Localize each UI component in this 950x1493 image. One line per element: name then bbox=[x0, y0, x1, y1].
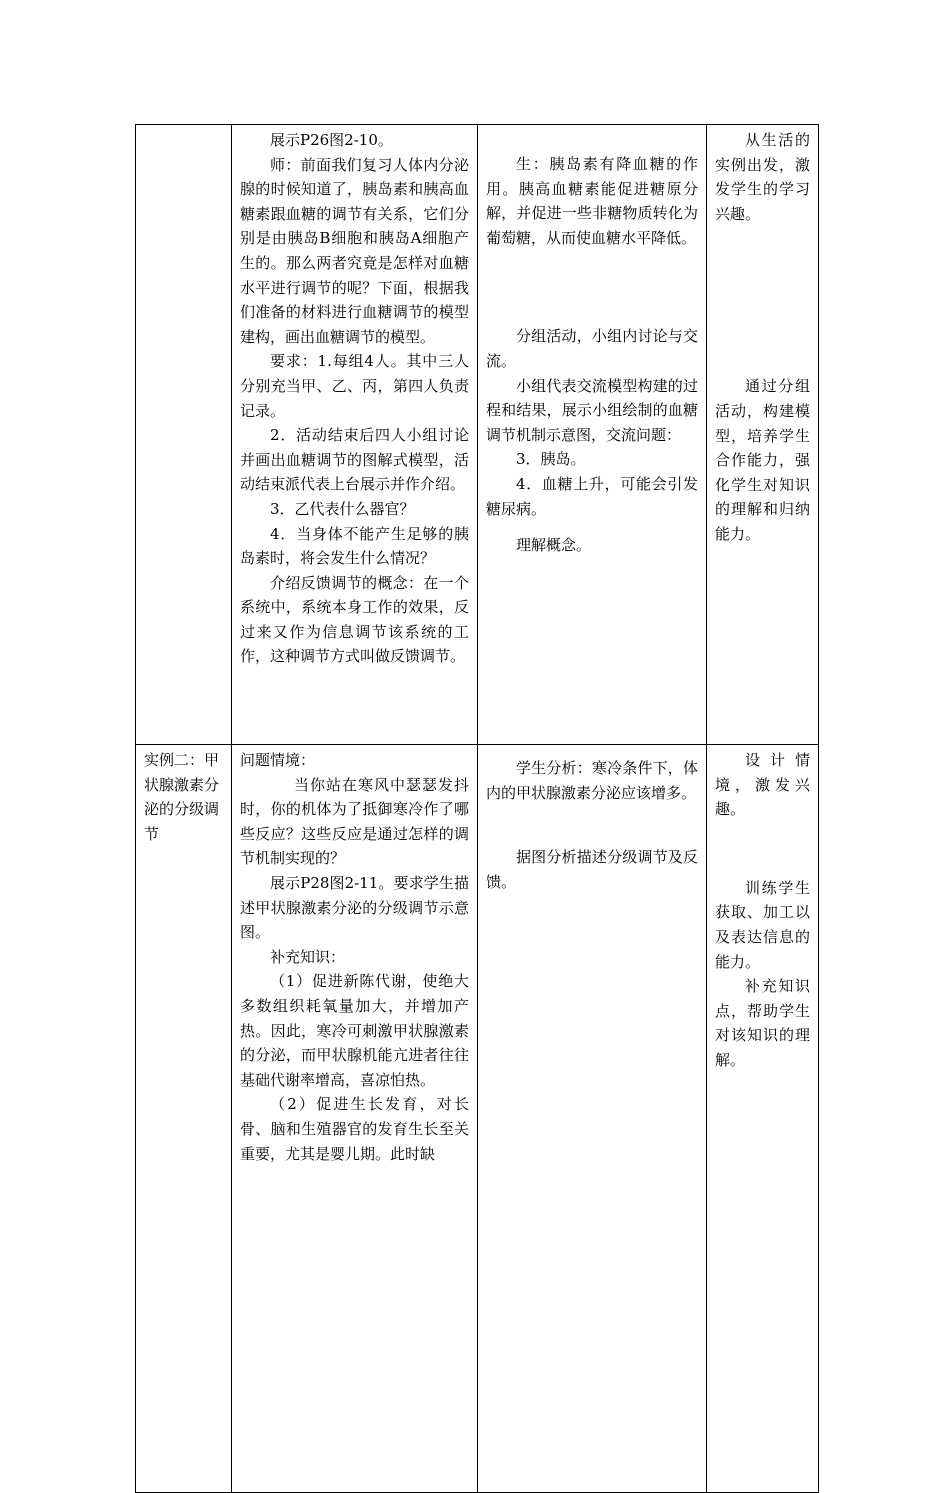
paragraph: 3．乙代表什么器官？ bbox=[270, 499, 415, 518]
paragraph: 展示P26图2-10。 bbox=[270, 131, 393, 149]
table-row bbox=[136, 745, 819, 1493]
teacher-activity-cell bbox=[232, 745, 478, 1493]
paragraph: 训练学生获取、加工以及表达信息的能力。 bbox=[715, 878, 810, 971]
table-row bbox=[136, 125, 819, 745]
stage-cell: 实例二：甲状腺激素分泌的分级调节 bbox=[136, 745, 232, 1493]
paragraph: 通过分组活动，构建模型，培养学生合作能力，强化学生对知识的理解和归纳能力。 bbox=[715, 377, 810, 543]
paragraph: 4．当身体不能产生足够的胰岛素时，将会发生什么情况？ bbox=[240, 524, 469, 568]
paragraph: 要求：1.每组4人。其中三人分别充当甲、乙、丙，第四人负责记录。 bbox=[240, 352, 469, 420]
paragraph: 小组代表交流模型构建的过程和结果，展示小组绘制的血糖调节机制示意图，交流问题： bbox=[486, 376, 698, 444]
paragraph: 3．胰岛。 bbox=[516, 450, 586, 469]
paragraph: 补充知识点，帮助学生对该知识的理解。 bbox=[715, 977, 810, 1069]
student-activity-cell bbox=[478, 125, 707, 745]
paragraph: 2．活动结束后四人小组讨论并画出血糖调节的图解式模型，活动结束派代表上台展示并作介绍。 bbox=[240, 426, 469, 494]
paragraph: 当你站在寒风中瑟瑟发抖时，你的机体为了抵御寒冷作了哪些反应？这些反应是通过怎样的调节机制实现的？ bbox=[240, 775, 469, 868]
design-intent-cell bbox=[707, 125, 819, 745]
paragraph: 补充知识： bbox=[270, 947, 346, 966]
stage-cell bbox=[136, 125, 232, 745]
teacher-activity-cell bbox=[232, 125, 478, 745]
design-intent-cell bbox=[707, 745, 819, 1493]
paragraph: 师：前面我们复习人体内分泌腺的时候知道了，胰岛素和胰高血糖素跟血糖的调节有关系，它们分别是由胰岛B细胞和胰岛A细胞产生的。那么两者究竟是怎样对血糖水平进行调节的呢？下面，根据我们准备的材料进行血糖调节的模型建构，画出血糖调节的模型。 bbox=[240, 155, 469, 346]
paragraph: 问题情境： bbox=[240, 751, 316, 769]
paragraph: 学生分析：寒冷条件下，体内的甲状腺激素分泌应该增多。 bbox=[486, 759, 698, 802]
paragraph: 生：胰岛素有降血糖的作用。胰高血糖素能促进糖原分解，并促进一些非糖物质转化为葡萄糖，从而使血糖水平降低。 bbox=[486, 155, 698, 247]
paragraph: 介绍反馈调节的概念：在一个系统中，系统本身工作的效果，反过来又作为信息调节该系统的工作，这种调节方式叫做反馈调节。 bbox=[240, 573, 469, 666]
paragraph: 据图分析描述分级调节及反馈。 bbox=[486, 848, 698, 891]
paragraph: 设计情境，激发兴趣。 bbox=[715, 751, 810, 819]
paragraph: 4．血糖上升，可能会引发糖尿病。 bbox=[486, 474, 698, 518]
paragraph: （2）促进生长发育，对长骨、脑和生殖器官的发育生长至关重要，尤其是婴儿期。此时缺 bbox=[240, 1095, 469, 1163]
paragraph: 从生活的实例出发，激发学生的学习兴趣。 bbox=[715, 131, 810, 223]
student-activity-cell bbox=[478, 745, 707, 1493]
paragraph: （1）促进新陈代谢，使绝大多数组织耗氧量加大，并增加产热。因此，寒冷可刺激甲状腺激素的分泌，而甲状腺机能亢进者往往基础代谢率增高，喜凉怕热。 bbox=[240, 972, 469, 1089]
paragraph: 理解概念。 bbox=[516, 536, 592, 555]
paragraph: 展示P28图2-11。要求学生描述甲状腺激素分泌的分级调节示意图。 bbox=[240, 873, 469, 942]
lesson-plan-table bbox=[135, 124, 819, 1493]
paragraph: 分组活动，小组内讨论与交流。 bbox=[486, 327, 698, 370]
